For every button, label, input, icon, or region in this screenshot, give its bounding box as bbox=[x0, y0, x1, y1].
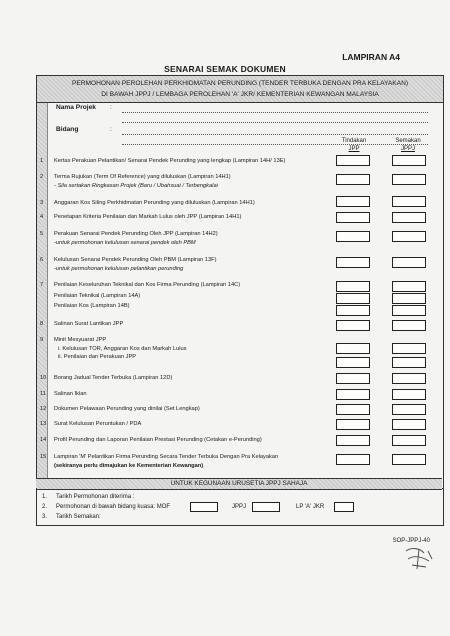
checklist-page: LAMPIRAN A4 SENARAI SEMAK DOKUMEN PERMOHONAN PEROLEHAN PERKHIDMATAN PERUNDING (TENDER TERBUKA DENGAN PRA KELAYAKAN) DI BAWAH JPPJ / LEMBAGA PEROLEHAN 'A' JKR/ KEMENTERIAN KEWANGAN MALAYSIA Nama Projek : Bidang : Tindakan JPP Semakan JPPJ 1 Kertas Perakuan Pelantikan/ Senarai Pendek Perunding yang lengkap (Lampiran 14H/ 13E) 2 Terma Rujukan (Term Of Reference) yang diluluskan (Lampiran 14H1) - Sila sertakan Ringkasan Projek (Baru / Ubahsuai / Terbengkalai 3 Anggaran Kos Siling Perkhidmatan Perunding yang diluluskan (Lampiran 14H1) 4 Penetapan Kriteria Penilaian dan Markah Lulus oleh JPP (Lampiran 14H1) 5 Perakuan Senarai Pendek Perunding Oleh JPP (Lampiran 14H2) -untuk permohonan kelulusan senarai pendek oleh PBM 6 Kelulusan Senarai Pendek Perunding Oleh PBM (Lampiran 13F) -untuk permohonan kelulusan pelantikan perunding 7 Penilaian Keseluruhan Teknikal dan Kos Firma Perunding (Lampiran 14C) Penilaian Teknikal (Lampiran 14A) Penilaian Kos (Lampiran 14B) 8 Salinan Surat Lantikan JPP 9 Minit Mesyuarat JPP i. Kelulusan TOR, Anggaran Kos dan Markah Lulus ii. Penilaian dan Perakuan JPP 10 Borang Jadual Tender Terbuka (Lampiran 12D) 11 Salinan Iklan 12 Dokumen Pelawaan Perunding yang dinilai (Set Lengkap) 13 Surat Kelulusan Peruntukan / PDA 14 Profil Perunding dan Laporan Penilaian Prestasi Perunding (Cetakan e-Perunding) 15 Lampiran 'M' Pelantikan Firma Perunding Secara Tender Terbuka Dengan Pra Kelayakan (sekiranya perlu dimajukan ke Kementerian Kewangan) UNTUK KEGUNAAN URUSETIA JPPJ SAHAJA 1. Tarikh Permohonan diterima : 2. Permohonan di bawah bidang kuasa: MOF 3. Tarikh Semakan: JPPJ LP 'A' JKR SOP-JPPJ-40 bbox=[0, 0, 450, 636]
semakan-checkbox-12[interactable] bbox=[392, 404, 426, 415]
jppj-label: JPPJ bbox=[232, 504, 247, 510]
semakan-checkbox-9b[interactable] bbox=[392, 357, 426, 368]
tindakan-checkbox-9b[interactable] bbox=[336, 357, 370, 368]
tindakan-checkbox-6[interactable] bbox=[336, 257, 370, 268]
page-title: SENARAI SEMAK DOKUMEN bbox=[164, 64, 286, 74]
tindakan-checkbox-7b[interactable] bbox=[336, 293, 370, 304]
semakan-checkbox-5[interactable] bbox=[392, 231, 426, 242]
mof-checkbox[interactable] bbox=[190, 502, 218, 512]
tindakan-checkbox-8[interactable] bbox=[336, 320, 370, 331]
semakan-checkbox-8[interactable] bbox=[392, 320, 426, 331]
semakan-checkbox-3[interactable] bbox=[392, 196, 426, 207]
project-name-label: Nama Projek bbox=[56, 104, 96, 111]
semakan-checkbox-2[interactable] bbox=[392, 174, 426, 185]
semakan-checkbox-15[interactable] bbox=[392, 454, 426, 465]
semakan-checkbox-7b[interactable] bbox=[392, 293, 426, 304]
project-name-field-line-2[interactable] bbox=[122, 122, 428, 123]
semakan-checkbox-14[interactable] bbox=[392, 435, 426, 446]
ink-stamp-icon bbox=[402, 545, 436, 571]
tindakan-checkbox-9a[interactable] bbox=[336, 343, 370, 354]
field-bidang-colon: : bbox=[110, 126, 112, 133]
semakan-checkbox-6[interactable] bbox=[392, 257, 426, 268]
tindakan-checkbox-12[interactable] bbox=[336, 404, 370, 415]
lampiran-label: LAMPIRAN A4 bbox=[342, 52, 400, 62]
semakan-checkbox-13[interactable] bbox=[392, 419, 426, 430]
document-reference: SOP-JPPJ-40 bbox=[392, 538, 430, 544]
lp-a-jkr-label: LP 'A' JKR bbox=[296, 504, 325, 510]
tindakan-checkbox-5[interactable] bbox=[336, 231, 370, 242]
tindakan-checkbox-14[interactable] bbox=[336, 435, 370, 446]
tindakan-checkbox-15[interactable] bbox=[336, 454, 370, 465]
semakan-checkbox-11[interactable] bbox=[392, 389, 426, 400]
tindakan-checkbox-10[interactable] bbox=[336, 373, 370, 384]
semakan-checkbox-7a[interactable] bbox=[392, 281, 426, 292]
semakan-checkbox-7c[interactable] bbox=[392, 305, 426, 316]
tindakan-checkbox-4[interactable] bbox=[336, 212, 370, 223]
jppj-checkbox[interactable] bbox=[252, 502, 280, 512]
field-bidang-field[interactable] bbox=[122, 134, 428, 135]
tindakan-checkbox-1[interactable] bbox=[336, 155, 370, 166]
column-semakan-jppj: Semakan JPPJ bbox=[395, 138, 421, 152]
header-line-2: DI BAWAH JPPJ / LEMBAGA PEROLEHAN 'A' JKR/ KEMENTERIAN KEWANGAN MALAYSIA bbox=[101, 91, 379, 98]
tindakan-checkbox-11[interactable] bbox=[336, 389, 370, 400]
tindakan-checkbox-2[interactable] bbox=[336, 174, 370, 185]
tindakan-checkbox-7c[interactable] bbox=[336, 305, 370, 316]
header-band bbox=[37, 76, 443, 103]
tindakan-checkbox-13[interactable] bbox=[336, 419, 370, 430]
project-name-colon: : bbox=[110, 104, 112, 111]
project-name-field[interactable] bbox=[122, 112, 428, 113]
semakan-checkbox-9a[interactable] bbox=[392, 343, 426, 354]
semakan-checkbox-4[interactable] bbox=[392, 212, 426, 223]
secretariat-band: UNTUK KEGUNAAN URUSETIA JPPJ SAHAJA bbox=[36, 478, 442, 490]
semakan-checkbox-10[interactable] bbox=[392, 373, 426, 384]
column-tindakan-jpp: Tindakan JPP bbox=[341, 138, 367, 152]
header-line-1: PERMOHONAN PEROLEHAN PERKHIDMATAN PERUNDING (TENDER TERBUKA DENGAN PRA KELAYAKAN) bbox=[71, 80, 409, 87]
lp-a-jkr-checkbox[interactable] bbox=[334, 502, 354, 512]
tindakan-checkbox-7a[interactable] bbox=[336, 281, 370, 292]
field-bidang-field-line-2[interactable] bbox=[122, 144, 428, 145]
semakan-checkbox-1[interactable] bbox=[392, 155, 426, 166]
field-bidang-label: Bidang bbox=[56, 126, 79, 133]
tindakan-checkbox-3[interactable] bbox=[336, 196, 370, 207]
